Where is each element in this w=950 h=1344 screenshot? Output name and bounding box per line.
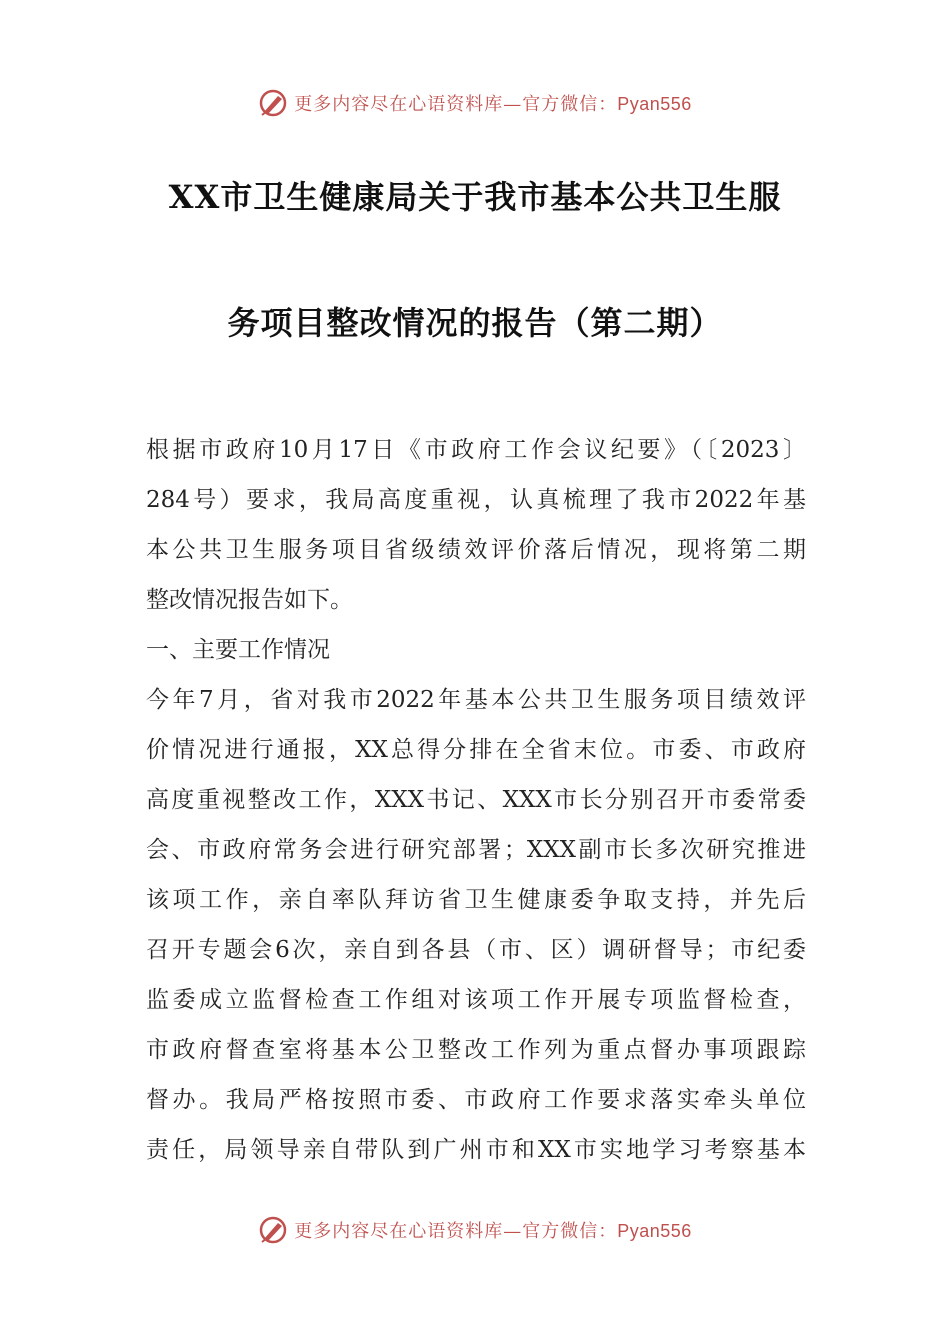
body-line: 监委成立监督检查工作组对该项工作开展专项监督检查， — [146, 987, 806, 1013]
document-title-line-1: XX市卫生健康局关于我市基本公共卫生服 — [168, 178, 782, 216]
document-title-line-2: 务项目整改情况的报告（第二期） — [227, 304, 723, 342]
body-line: 价情况进行通报，XX总得分排在全省末位。市委、市政府 — [146, 737, 806, 763]
body-line: 责任，局领导亲自带队到广州市和XX市实地学习考察基本 — [146, 1137, 806, 1163]
body-line: 284号）要求，我局高度重视，认真梳理了我市2022年基 — [146, 487, 806, 513]
header-banner-text: 更多内容尽在心语资料库—官方微信：Pyan556 — [294, 94, 692, 115]
footer-banner-text: 更多内容尽在心语资料库—官方微信：Pyan556 — [294, 1221, 692, 1242]
body-line: 整改情况报告如下。 — [146, 587, 353, 613]
header-banner — [0, 83, 950, 123]
body-line: 召开专题会6次，亲自到各县（市、区）调研督导；市纪委 — [146, 937, 806, 963]
body-line: 高度重视整改工作，XXX书记、XXX市长分别召开市委常委 — [146, 787, 806, 813]
body-line: 会、市政府常务会进行研究部署；XXX副市长多次研究推进 — [146, 837, 806, 863]
footer-wechat-id: Pyan556 — [617, 1221, 692, 1241]
section-heading: 一、主要工作情况 — [146, 637, 330, 663]
document-body — [146, 425, 806, 1175]
pen-logo-icon — [258, 1215, 288, 1245]
pen-logo-icon — [258, 88, 288, 118]
body-line: 根据市政府10月17日《市政府工作会议纪要》（〔2023〕 — [146, 437, 806, 463]
body-line: 本公共卫生服务项目省级绩效评价落后情况，现将第二期 — [146, 537, 806, 563]
body-line: 市政府督查室将基本公卫整改工作列为重点督办事项跟踪 — [146, 1037, 806, 1063]
footer-banner — [0, 1210, 950, 1250]
body-line: 今年7月，省对我市2022年基本公共卫生服务项目绩效评 — [146, 687, 806, 713]
header-wechat-id: Pyan556 — [617, 94, 692, 114]
body-line: 督办。我局严格按照市委、市政府工作要求落实牵头单位 — [146, 1087, 806, 1113]
body-line: 该项工作，亲自率队拜访省卫生健康委争取支持，并先后 — [146, 887, 806, 913]
